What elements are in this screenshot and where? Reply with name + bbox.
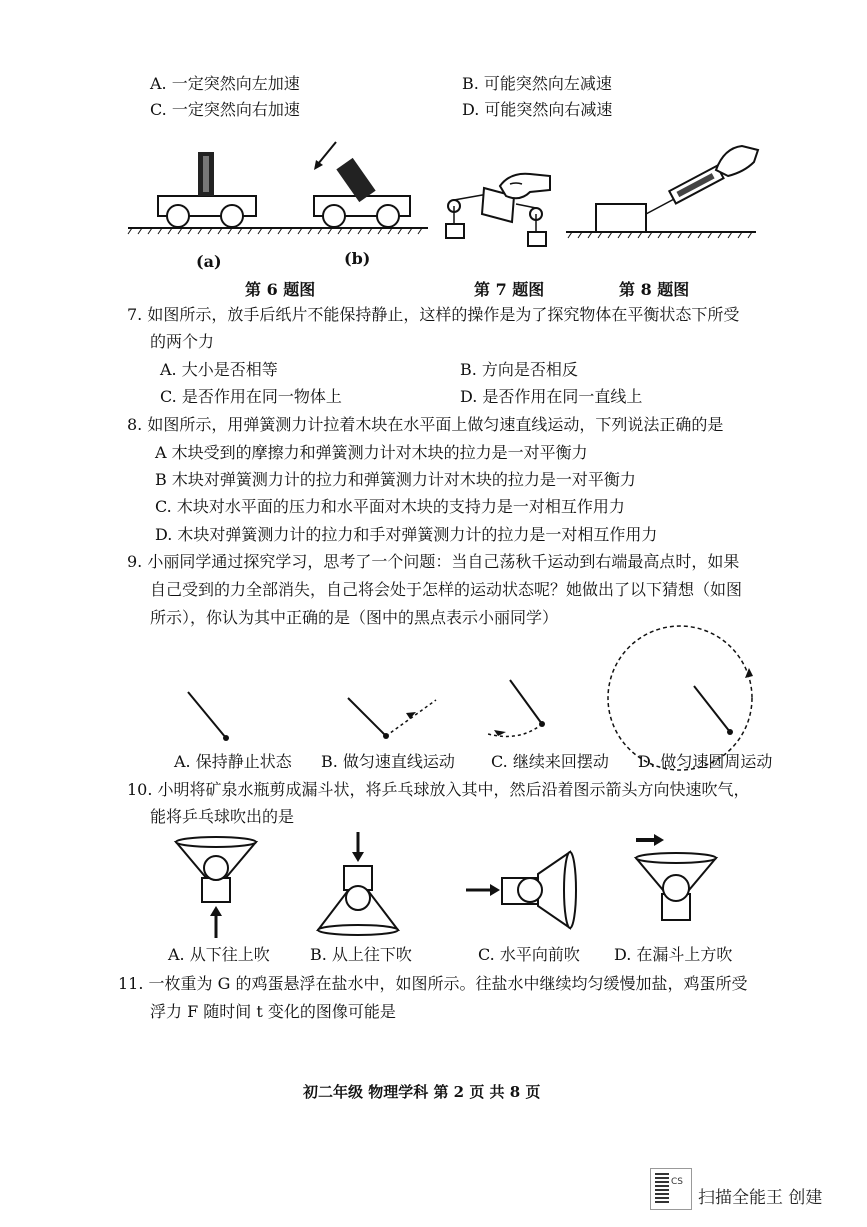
q9-stem-line2: 自己受到的力全部消失，自己将会处于怎样的运动状态呢？她做出了以下猜想（如图 bbox=[150, 580, 743, 599]
q7-option-c: C. 是否作用在同一物体上 bbox=[160, 387, 342, 406]
q8-option-c: C. 木块对水平面的压力和水平面对木块的支持力是一对相互作用力 bbox=[155, 497, 625, 516]
scanner-logo: CS bbox=[650, 1168, 692, 1210]
q7-stem-line2: 的两个力 bbox=[150, 332, 215, 351]
q7-option-b: B. 方向是否相反 bbox=[460, 360, 578, 379]
q6-option-d: D. 可能突然向右减速 bbox=[462, 100, 613, 119]
watermark-text: 扫描全能王 创建 bbox=[698, 1188, 823, 1208]
fig7-caption: 第 7 题图 bbox=[474, 280, 545, 299]
fig6-caption: 第 6 题图 bbox=[245, 280, 316, 299]
fig7-card-pulleys bbox=[440, 166, 560, 250]
q10-stem-line1: 10. 小明将矿泉水瓶剪成漏斗状，将乒乓球放入其中，然后沿着图示箭头方向快速吹气， bbox=[127, 780, 750, 799]
q10-option-a: A. 从下往上吹 bbox=[168, 945, 270, 964]
q9-option-a: A. 保持静止状态 bbox=[174, 752, 292, 771]
fig8-caption: 第 8 题图 bbox=[619, 280, 690, 299]
q7-stem-line1: 7. 如图所示，放手后纸片不能保持静止，这样的操作是为了探究物体在平衡状态下所受 bbox=[127, 305, 740, 324]
q9-stem-line1: 9. 小丽同学通过探究学习，思考了一个问题：当自己荡秋千运动到右端最高点时，如果 bbox=[127, 552, 740, 571]
q10-stem-line2: 能将乒乓球吹出的是 bbox=[150, 807, 295, 826]
page-footer: 初二年级 物理学科 第 2 页 共 8 页 bbox=[303, 1083, 541, 1101]
q10-option-d: D. 在漏斗上方吹 bbox=[614, 945, 733, 964]
q11-stem-line2: 浮力 F 随时间 t 变化的图像可能是 bbox=[150, 1002, 396, 1021]
q8-stem: 8. 如图所示，用弹簧测力计拉着木块在水平面上做匀速直线运动，下列说法正确的是 bbox=[127, 415, 724, 434]
q9-option-b: B. 做匀速直线运动 bbox=[321, 752, 455, 771]
fig9-swing-options bbox=[180, 640, 780, 750]
q6-option-c: C. 一定突然向右加速 bbox=[150, 100, 300, 119]
q9-option-c: C. 继续来回摆动 bbox=[491, 752, 609, 771]
q11-stem-line1: 11. 一枚重为 G 的鸡蛋悬浮在盐水中，如图所示。往盐水中继续均匀缓慢加盐，鸡蛋所受 bbox=[118, 974, 748, 993]
q8-option-d: D. 木块对弹簧测力计的拉力和手对弹簧测力计的拉力是一对相互作用力 bbox=[155, 525, 658, 544]
fig6-label-a: (a) bbox=[196, 252, 222, 271]
q7-option-d: D. 是否作用在同一直线上 bbox=[460, 387, 643, 406]
q6-option-a: A. 一定突然向左加速 bbox=[150, 74, 300, 93]
q10-option-b: B. 从上往下吹 bbox=[310, 945, 412, 964]
fig6-carts bbox=[128, 140, 428, 250]
fig8-spring-scale bbox=[566, 140, 760, 240]
q6-option-b: B. 可能突然向左减速 bbox=[462, 74, 612, 93]
q7-option-a: A. 大小是否相等 bbox=[160, 360, 278, 379]
q8-option-a: A 木块受到的摩擦力和弹簧测力计对木块的拉力是一对平衡力 bbox=[155, 443, 588, 462]
fig10-funnels bbox=[170, 828, 730, 946]
q8-option-b: B 木块对弹簧测力计的拉力和弹簧测力计对木块的拉力是一对平衡力 bbox=[155, 470, 636, 489]
q9-option-d: D. 做匀速圆周运动 bbox=[638, 752, 773, 771]
fig6-label-b: (b) bbox=[344, 249, 371, 268]
q9-stem-line3: 所示），你认为其中正确的是（图中的黑点表示小丽同学） bbox=[150, 608, 559, 627]
q10-option-c: C. 水平向前吹 bbox=[478, 945, 580, 964]
